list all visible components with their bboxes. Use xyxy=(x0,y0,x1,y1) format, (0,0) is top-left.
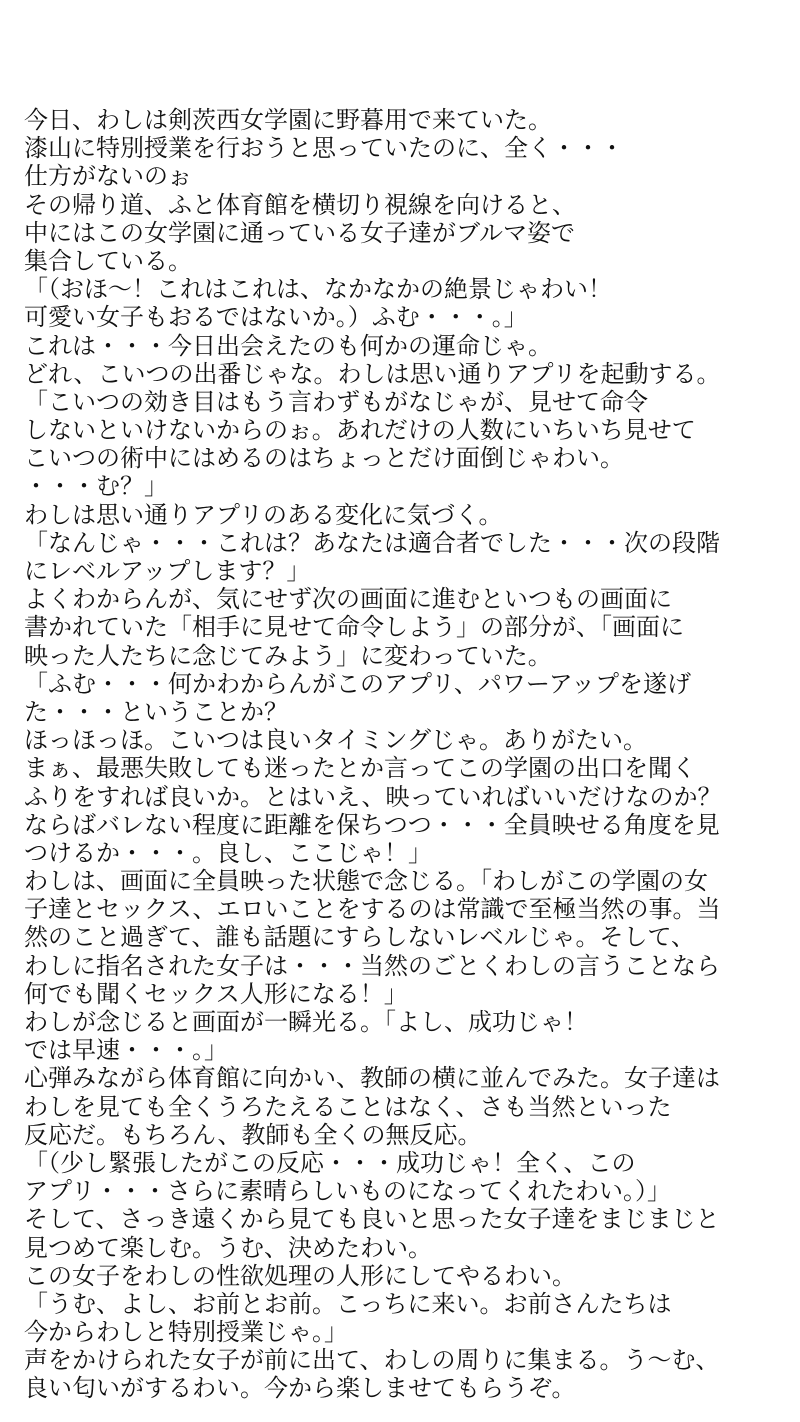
text-line: では早速・・・。」 xyxy=(24,1036,228,1065)
text-line: わしを見ても全くうろたえることはなく、さも当然といった xyxy=(24,1092,672,1121)
text-line: 見つめて楽しむ。うむ、決めたわい。 xyxy=(24,1233,432,1262)
text-line: た・・・ということか？ xyxy=(24,697,288,726)
text-line: 心弾みながら体育館に向かい、教師の横に並んでみた。女子達は xyxy=(24,1064,720,1093)
text-line: その帰り道、ふと体育館を横切り視線を向けると、 xyxy=(24,190,576,219)
text-line: 今日、わしは剣茨西女学園に野暮用で来ていた。 xyxy=(24,106,552,134)
text-line: この女子をわしの性欲処理の人形にしてやるわい。 xyxy=(24,1261,576,1290)
text-line: 「うむ、よし、お前とお前。こっちに来い。お前さんたちは xyxy=(24,1289,672,1318)
text-line: 「（少し緊張したがこの反応・・・成功じゃ！全く、この xyxy=(24,1148,636,1177)
text-line: 良い匂いがするわい。今から楽しませてもらうぞ。 xyxy=(24,1374,576,1403)
text-line: ならばバレない程度に距離を保ちつつ・・・全員映せる角度を見 xyxy=(24,810,720,839)
text-line: 子達とセックス、エロいことをするのは常識で至極当然の事。当 xyxy=(24,895,721,924)
text-line: 今からわしと特別授業じゃ。」 xyxy=(24,1318,348,1347)
text-line: よくわからんが、気にせず次の画面に進むといつもの画面に xyxy=(24,585,672,614)
text-line: 可愛い女子もおるではないか。）ふむ・・・。」 xyxy=(24,303,528,332)
text-line: ・・・む？」 xyxy=(24,472,168,501)
text-line: こいつの術中にはめるのはちょっとだけ面倒じゃわい。 xyxy=(24,444,624,473)
text-line: にレベルアップします？」 xyxy=(24,557,311,585)
text-line: そして、さっき遠くから見ても良いと思った女子達をまじまじと xyxy=(24,1205,720,1234)
text-line: 仕方がないのぉ xyxy=(24,162,192,191)
text-line: 書かれていた「相手に見せて命令しよう」の部分が、「画面に xyxy=(24,613,684,642)
text-line: 声をかけられた女子が前に出て、わしの周りに集まる。う～む、 xyxy=(24,1346,720,1375)
text-line: わしが念じると画面が一瞬光る。「よし、成功じゃ！ xyxy=(24,1008,588,1036)
text-line: 映った人たちに念じてみよう」に変わっていた。 xyxy=(24,641,552,670)
text-line: 集合している。 xyxy=(24,246,192,275)
text-line: ふりをすれば良いか。とはいえ、映っていればいいだけなのか？ xyxy=(24,782,722,811)
text-line: どれ、こいつの出番じゃな。わしは思い通りアプリを起動する。 xyxy=(24,359,721,388)
text-line: 漆山に特別授業を行おうと思っていたのに、全く・・・ xyxy=(24,134,624,163)
text-line: わしは、画面に全員映った状態で念じる。「わしがこの学園の女 xyxy=(24,867,708,896)
text-line: わしに指名された女子は・・・当然のごとくわしの言うことなら xyxy=(24,951,720,980)
text-line: まぁ、最悪失敗しても迷ったとか言ってこの学園の出口を聞く xyxy=(24,754,696,783)
text-line: 然のこと過ぎて、誰も話題にすらしないレベルじゃ。そして、 xyxy=(24,923,696,952)
text-line: 「こいつの効き目はもう言わずもがなじゃが、見せて命令 xyxy=(24,387,648,416)
text-line: ほっほっほ。こいつは良いタイミングじゃ。ありがたい。 xyxy=(24,726,648,755)
text-line: つけるか・・・。良し、ここじゃ！」 xyxy=(24,838,432,867)
text-line: 「ふむ・・・何かわからんがこのアプリ、パワーアップを遂げ xyxy=(24,669,691,698)
text-line: しないといけないからのぉ。あれだけの人数にいちいち見せて xyxy=(24,416,696,445)
text-line: アプリ・・・さらに素晴らしいものになってくれたわい。）」 xyxy=(24,1177,672,1206)
text-line: これは・・・今日出会えたのも何かの運命じゃ。 xyxy=(24,331,552,360)
body-text xyxy=(24,106,794,1403)
text-line: わしは思い通りアプリのある変化に気づく。 xyxy=(24,500,503,529)
text-line: 「（おほ～！これはこれは、なかなかの絶景じゃわい！ xyxy=(24,275,612,304)
text-line: 「なんじゃ・・・これは？あなたは適合者でした・・・次の段階 xyxy=(24,528,720,557)
text-line: 何でも聞くセックス人形になる！」 xyxy=(24,979,408,1008)
text-line: 反応だ。もちろん、教師も全くの無反応。 xyxy=(24,1120,482,1149)
text-line: 中にはこの女学園に通っている女子達がブルマ姿で xyxy=(24,218,576,247)
